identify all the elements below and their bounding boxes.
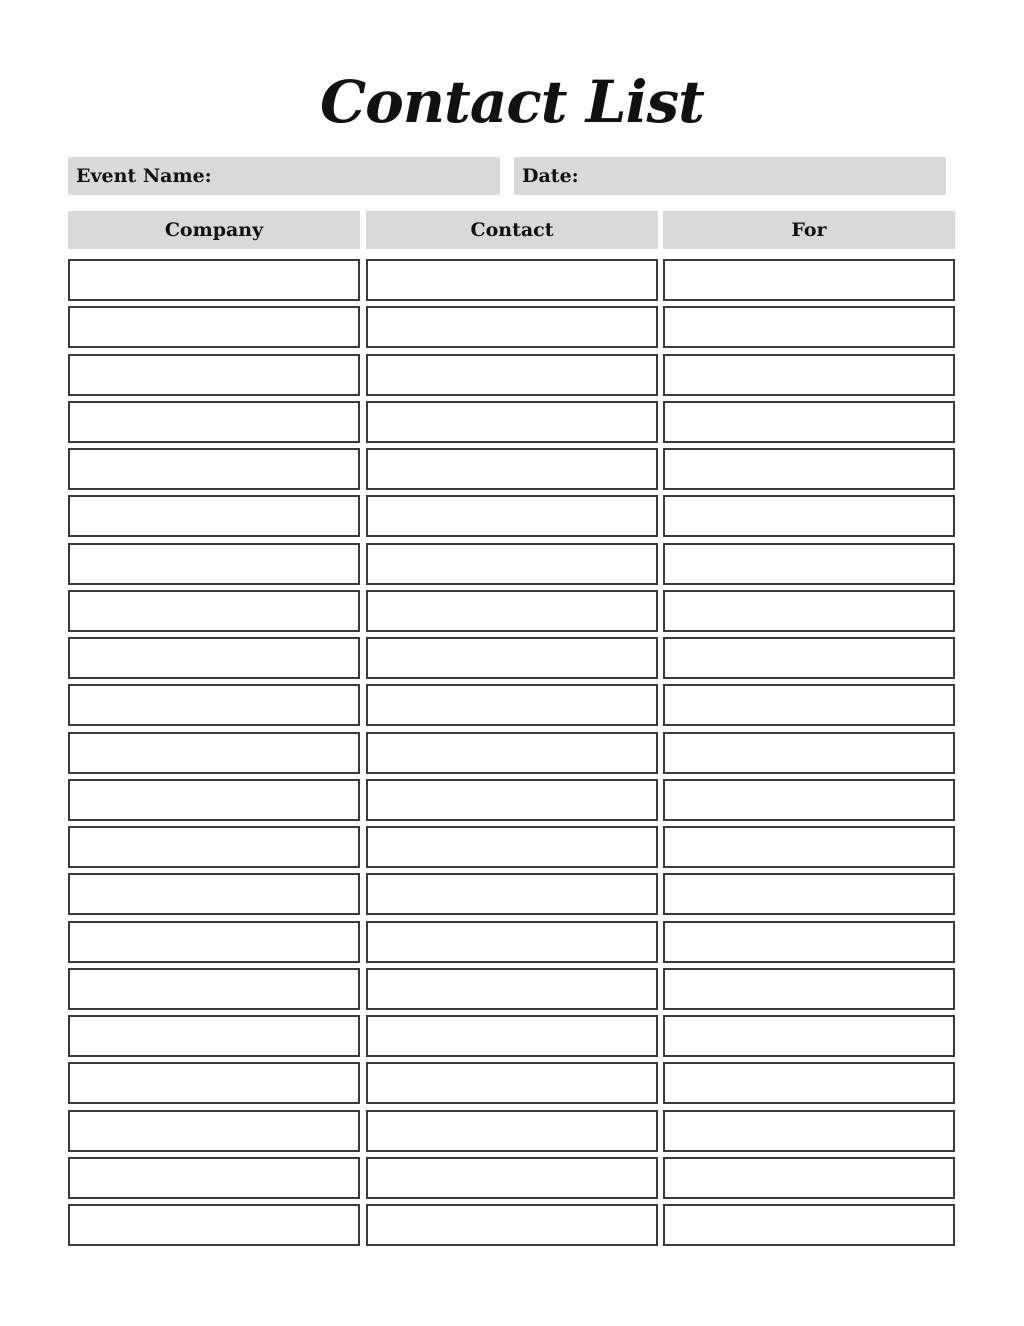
contact-cell[interactable] [366, 921, 658, 963]
for-cell[interactable] [663, 921, 955, 963]
company-cell[interactable] [68, 448, 360, 490]
page-title: Contact List [320, 68, 704, 136]
for-cell[interactable] [663, 543, 955, 585]
contact-cell[interactable] [366, 968, 658, 1010]
company-cell[interactable] [68, 1157, 360, 1199]
contact-cell[interactable] [366, 259, 658, 301]
contact-cell[interactable] [366, 684, 658, 726]
for-cell[interactable] [663, 684, 955, 726]
table-row [0, 826, 1024, 868]
company-cell[interactable] [68, 354, 360, 396]
for-cell[interactable] [663, 1110, 955, 1152]
table-row [0, 779, 1024, 821]
company-cell[interactable] [68, 637, 360, 679]
contact-cell[interactable] [366, 1204, 658, 1246]
for-cell[interactable] [663, 306, 955, 348]
company-cell[interactable] [68, 1062, 360, 1104]
for-cell[interactable] [663, 968, 955, 1010]
company-cell[interactable] [68, 543, 360, 585]
table-row [0, 637, 1024, 679]
for-cell[interactable] [663, 873, 955, 915]
company-cell[interactable] [68, 968, 360, 1010]
contact-cell[interactable] [366, 1062, 658, 1104]
event-name-field[interactable] [68, 157, 500, 195]
for-cell[interactable] [663, 259, 955, 301]
company-cell[interactable] [68, 495, 360, 537]
date-field[interactable] [514, 157, 946, 195]
table-row [0, 306, 1024, 348]
contact-cell[interactable] [366, 1157, 658, 1199]
for-cell[interactable] [663, 354, 955, 396]
for-cell[interactable] [663, 495, 955, 537]
contact-cell[interactable] [366, 1015, 658, 1057]
contact-cell[interactable] [366, 543, 658, 585]
for-cell[interactable] [663, 637, 955, 679]
company-cell[interactable] [68, 1110, 360, 1152]
for-cell[interactable] [663, 590, 955, 632]
table-row [0, 1157, 1024, 1199]
company-cell[interactable] [68, 921, 360, 963]
contact-cell[interactable] [366, 779, 658, 821]
company-cell[interactable] [68, 873, 360, 915]
company-cell[interactable] [68, 306, 360, 348]
event-name-label: Event Name: [76, 165, 212, 187]
for-cell[interactable] [663, 448, 955, 490]
table-row [0, 448, 1024, 490]
for-cell[interactable] [663, 1204, 955, 1246]
table-row [0, 495, 1024, 537]
contact-cell[interactable] [366, 495, 658, 537]
for-cell[interactable] [663, 826, 955, 868]
table-row [0, 921, 1024, 963]
table-row [0, 1204, 1024, 1246]
contact-cell[interactable] [366, 354, 658, 396]
contact-cell[interactable] [366, 732, 658, 774]
column-header-contact: Contact [366, 211, 658, 249]
for-cell[interactable] [663, 779, 955, 821]
company-cell[interactable] [68, 259, 360, 301]
contact-cell[interactable] [366, 590, 658, 632]
company-cell[interactable] [68, 684, 360, 726]
column-header-company: Company [68, 211, 360, 249]
contact-cell[interactable] [366, 637, 658, 679]
table-row [0, 1062, 1024, 1104]
table-row [0, 684, 1024, 726]
table-row [0, 1110, 1024, 1152]
company-cell[interactable] [68, 826, 360, 868]
company-cell[interactable] [68, 590, 360, 632]
contact-cell[interactable] [366, 826, 658, 868]
company-cell[interactable] [68, 1015, 360, 1057]
for-cell[interactable] [663, 401, 955, 443]
contact-cell[interactable] [366, 1110, 658, 1152]
for-cell[interactable] [663, 1157, 955, 1199]
column-header-for: For [663, 211, 955, 249]
date-label: Date: [522, 165, 579, 187]
company-cell[interactable] [68, 401, 360, 443]
table-row [0, 968, 1024, 1010]
table-row [0, 401, 1024, 443]
table-row [0, 354, 1024, 396]
for-cell[interactable] [663, 1062, 955, 1104]
company-cell[interactable] [68, 1204, 360, 1246]
contact-cell[interactable] [366, 448, 658, 490]
company-cell[interactable] [68, 779, 360, 821]
table-row [0, 873, 1024, 915]
contact-cell[interactable] [366, 873, 658, 915]
table-row [0, 259, 1024, 301]
for-cell[interactable] [663, 732, 955, 774]
table-row [0, 590, 1024, 632]
contact-cell[interactable] [366, 306, 658, 348]
table-row [0, 732, 1024, 774]
contact-cell[interactable] [366, 401, 658, 443]
table-row [0, 543, 1024, 585]
table-row [0, 1015, 1024, 1057]
company-cell[interactable] [68, 732, 360, 774]
for-cell[interactable] [663, 1015, 955, 1057]
